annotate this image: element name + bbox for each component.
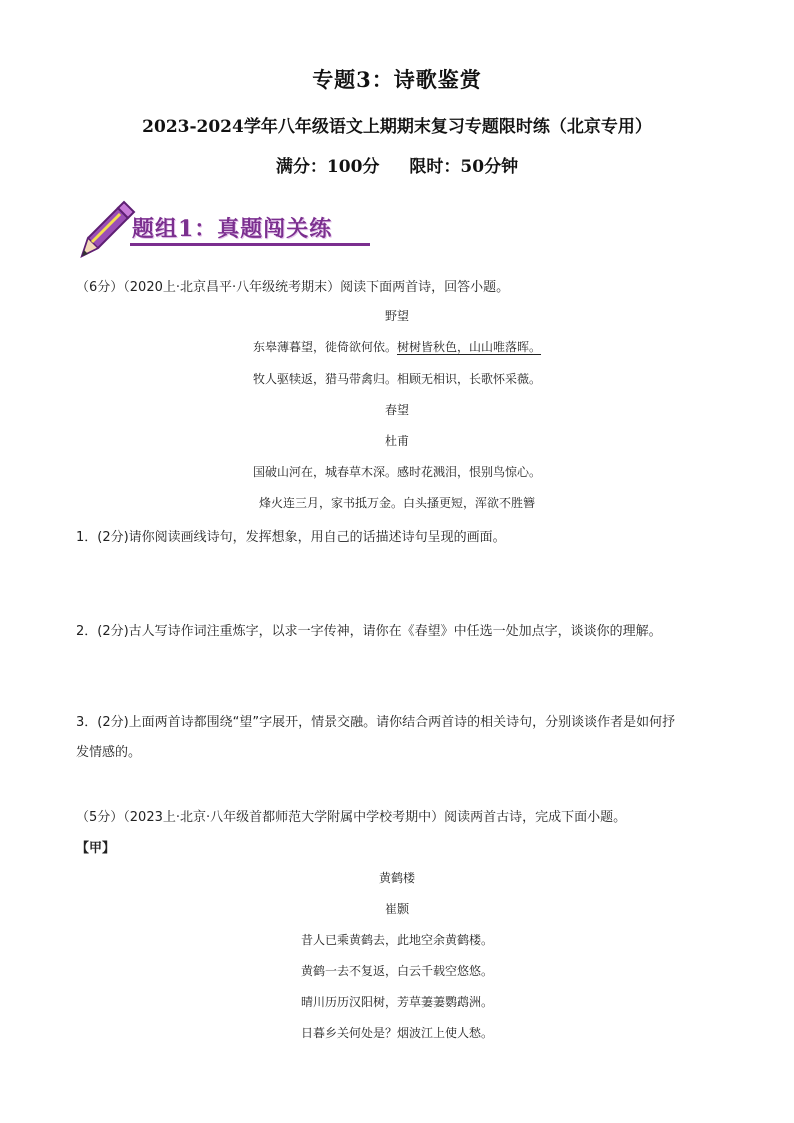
score-info xyxy=(0,152,794,177)
section-title: 题组1：真题闯关练 xyxy=(132,216,333,242)
section-underline xyxy=(130,243,370,246)
section-banner xyxy=(74,198,394,260)
poem1-line1-b-underlined: 树树皆秋色，山山唯落晖。 xyxy=(397,340,542,354)
poem1-line1 xyxy=(0,338,794,355)
poem3-line3: 晴川历历汉阳树，芳草萋萋鹦鹉洲。 xyxy=(300,995,493,1009)
question-2: 2．(2分)古人写诗作词注重炼字，以求一字传神，请你在《春望》中任选一处加点字，谈谈你的理解。 xyxy=(76,624,662,639)
group2-intro: （5分）（2023上·北京·八年级首都师范大学附属中学校考期中）阅读两首古诗，完成下面小题。 xyxy=(76,810,627,825)
question-3-line1: 3．(2分)上面两首诗都围绕“望”字展开，情景交融。请你结合两首诗的相关诗句，分别谈谈作者是如何抒 xyxy=(76,715,676,730)
poem3-line2: 黄鹤一去不复返，白云千载空悠悠。 xyxy=(300,964,493,978)
pencil-icon xyxy=(74,198,136,260)
page-subtitle: 2023-2024学年八年级语文上期期末复习专题限时练（北京专用） xyxy=(142,117,652,137)
time-limit: 限时：50分钟 xyxy=(409,157,519,177)
page-title: 专题3：诗歌鉴赏 xyxy=(312,67,482,92)
group1-intro: （6分）（2020上·北京昌平·八年级统考期末）阅读下面两首诗，回答小题。 xyxy=(76,280,510,295)
poem3-title: 黄鹤楼 xyxy=(378,871,415,885)
poem2-line1: 国破山河在，城春草木深。感时花溅泪，恨别鸟惊心。 xyxy=(252,465,541,479)
poem2-title: 春望 xyxy=(384,403,409,417)
poem1-line2: 牧人驱犊返，猎马带禽归。相顾无相识，长歌怀采薇。 xyxy=(252,372,541,386)
question-1: 1．(2分)请你阅读画线诗句，发挥想象，用自己的话描述诗句呈现的画面。 xyxy=(76,530,506,545)
poem3-line4: 日暮乡关何处是？烟波江上使人愁。 xyxy=(300,1026,493,1040)
question-3-line2: 发情感的。 xyxy=(76,745,142,760)
poem3-author: 崔颢 xyxy=(384,902,409,916)
group2-label: 【甲】 xyxy=(76,841,116,856)
full-score: 满分：100分 xyxy=(275,157,380,177)
poem1-line1-a: 东皋薄暮望，徙倚欲何依。 xyxy=(252,340,397,354)
poem3-line1: 昔人已乘黄鹤去，此地空余黄鹤楼。 xyxy=(300,933,493,947)
question-3 xyxy=(76,708,726,768)
poem1-title: 野望 xyxy=(384,309,409,323)
poem2-line2: 烽火连三月，家书抵万金。白头搔更短，浑欲不胜簪 xyxy=(258,496,535,510)
poem2-author: 杜甫 xyxy=(384,434,409,448)
